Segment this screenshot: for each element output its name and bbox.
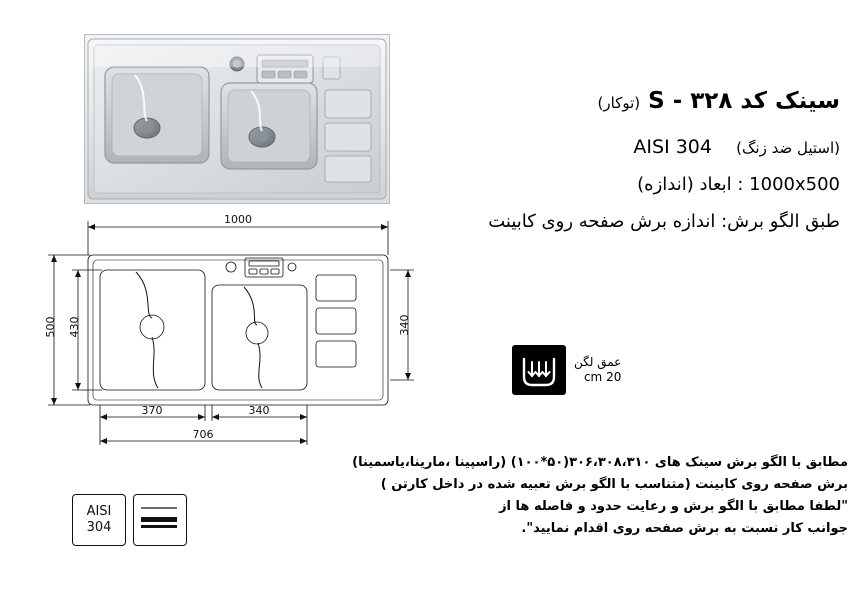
dim-bottom-label: 706 xyxy=(192,428,214,441)
material-row xyxy=(420,136,840,158)
product-title: سینک کد S - ۳۲۸ xyxy=(648,88,840,114)
bowl-depth-text xyxy=(574,355,621,385)
dim-bowl-right-label: 340 xyxy=(248,404,270,417)
note-line-3: "لطفا مطابق با الگو برش و رعایت حدود و فاصله ها از xyxy=(499,499,848,514)
technical-drawing xyxy=(40,215,440,475)
sink-symbol-badge xyxy=(133,494,187,546)
note-line-2: برش صفحه روی کابینت (متناسب با الگو برش تعبیه شده در داخل کارتن ) xyxy=(380,477,848,492)
product-photo xyxy=(84,34,390,204)
bowl-depth-label: عمق لگن xyxy=(574,355,622,369)
note-line-4: جوانب کار نسبت به برش صفحه روی اقدام نمایید". xyxy=(521,521,848,536)
material-label: (استیل ضد زنگ) xyxy=(736,139,840,157)
dimensions-row: 1000x500 : ابعاد (اندازه) xyxy=(637,174,840,195)
dim-left-inner-label: 430 xyxy=(68,316,81,338)
bowl-depth-icon xyxy=(512,345,566,395)
aisi-badge-bottom: 304 xyxy=(86,520,112,535)
aisi-badge-top: AISI xyxy=(86,504,112,519)
cut-pattern-row: طبق الگو برش: اندازه برش صفحه روی کابینت xyxy=(488,211,840,232)
material-value: AISI 304 xyxy=(633,136,712,158)
bowl-depth-value: 20 cm xyxy=(583,370,622,384)
product-info-panel xyxy=(420,88,840,248)
sink-symbol-icon xyxy=(134,495,184,543)
note-line-1: مطابق با الگو برش سینک های ۳۰۶،۳۰۸،۳۱۰(۵۰*۱۰۰) (راسپینا ،مارینا،یاسمینا) xyxy=(352,455,848,470)
dim-left-outer-label: 500 xyxy=(44,316,57,338)
dim-right-label: 340 xyxy=(398,314,411,336)
dim-bowl-left-label: 370 xyxy=(141,404,163,417)
bowl-depth-badge xyxy=(512,345,621,395)
aisi-badge xyxy=(72,494,126,546)
dim-top-label: 1000 xyxy=(224,215,252,226)
page-title xyxy=(420,88,840,114)
installation-notes xyxy=(340,452,848,540)
sink-photo-illustration xyxy=(85,35,389,203)
product-title-sub: (توکار) xyxy=(597,94,641,112)
